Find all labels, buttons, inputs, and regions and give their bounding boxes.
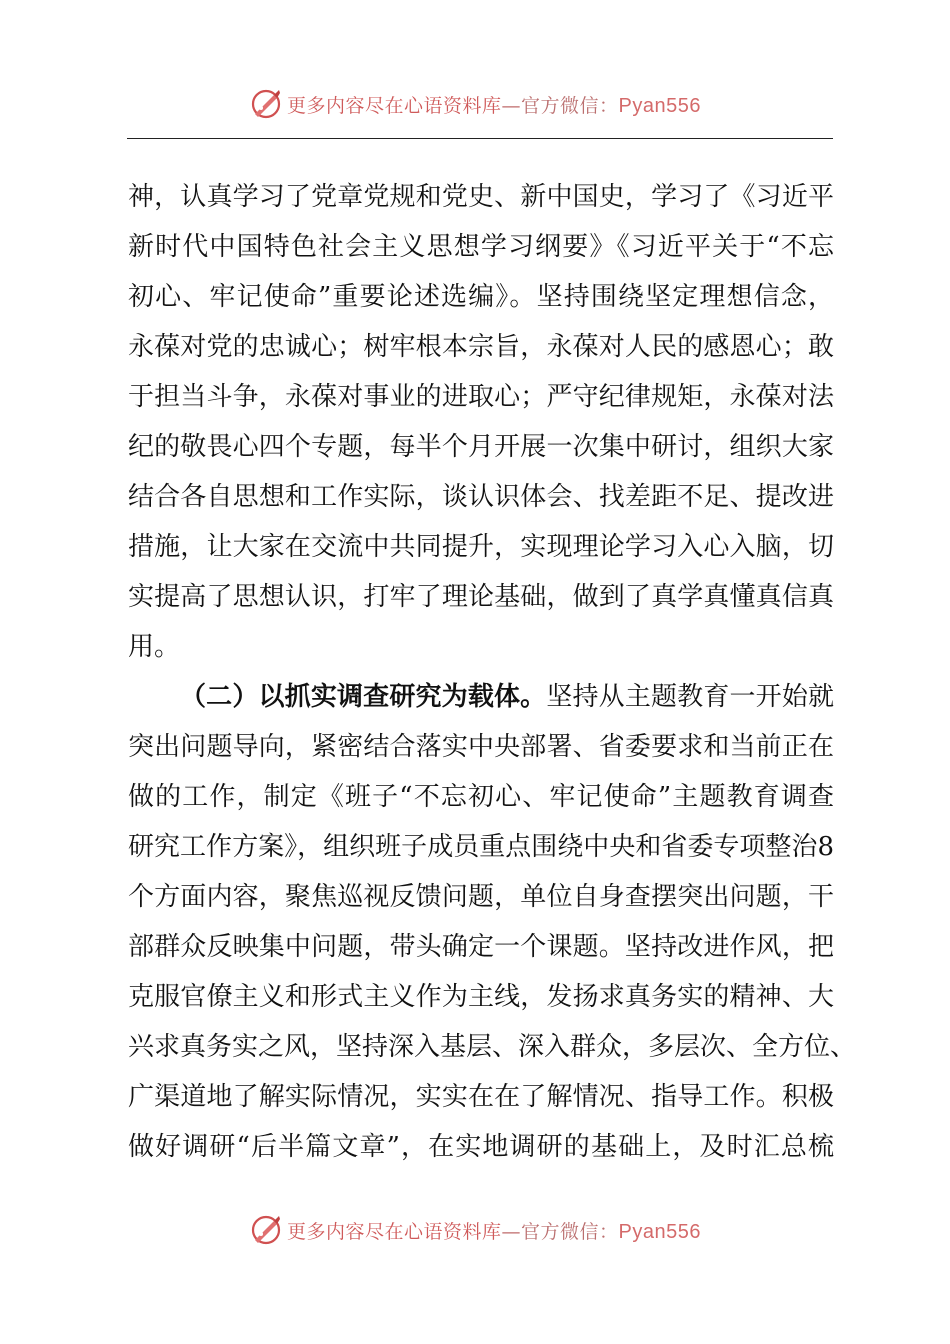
header-rule bbox=[127, 138, 833, 139]
pen-logo-icon bbox=[249, 87, 283, 121]
text-line: 永葆对党的忠诚心；树牢根本宗旨，永葆对人民的感恩心；敢 bbox=[128, 332, 834, 362]
text-line: 实提高了思想认识，打牢了理论基础，做到了真学真懂真信真 bbox=[128, 582, 834, 612]
footer-wechat-id: Pyan556 bbox=[618, 1220, 701, 1243]
text-line: 于担当斗争，永葆对事业的进取心；严守纪律规矩，永葆对法 bbox=[128, 382, 834, 412]
text-line: 纪的敬畏心四个专题，每半个月开展一次集中研讨，组织大家 bbox=[128, 432, 834, 462]
footer-brand-text: 更多内容尽在心语资料库 bbox=[287, 1220, 502, 1243]
text-line: 广渠道地了解实际情况，实实在在了解情况、指导工作。积极 bbox=[128, 1082, 834, 1112]
header-wechat-id: Pyan556 bbox=[618, 94, 701, 117]
text-run: 坚持从主题教育一开始就 bbox=[546, 682, 834, 712]
header-banner bbox=[0, 84, 950, 124]
header-brand bbox=[287, 91, 701, 118]
header-wechat-label: 官方微信： bbox=[521, 94, 619, 117]
pen-logo-icon bbox=[249, 1213, 283, 1247]
text-line: 部群众反映集中问题，带头确定一个课题。坚持改进作风，把 bbox=[128, 932, 834, 962]
paragraph-1 bbox=[128, 172, 834, 672]
text-line: 做的工作，制定《班子“不忘初心、牢记使命”主题教育调查 bbox=[128, 782, 834, 812]
header-brand-text: 更多内容尽在心语资料库 bbox=[287, 94, 502, 117]
text-line: 兴求真务实之风，坚持深入基层、深入群众，多层次、全方位、 bbox=[128, 1032, 857, 1062]
header-separator: — bbox=[501, 94, 522, 117]
section-heading: （二）以抓实调查研究为载体。 bbox=[180, 682, 547, 712]
text-line: 神，认真学习了党章党规和党史、新中国史，学习了《习近平 bbox=[128, 182, 834, 212]
text-line: 克服官僚主义和形式主义作为主线，发扬求真务实的精神、大 bbox=[128, 982, 834, 1012]
paragraph-2-first-line bbox=[128, 672, 834, 722]
text-line: 做好调研“后半篇文章”，在实地调研的基础上，及时汇总梳 bbox=[128, 1132, 834, 1162]
text-line: 措施，让大家在交流中共同提升，实现理论学习入心入脑，切 bbox=[128, 532, 834, 562]
text-line: 用。 bbox=[128, 632, 181, 662]
footer-separator: — bbox=[501, 1220, 522, 1243]
footer-banner bbox=[0, 1210, 950, 1250]
text-line: 初心、牢记使命”重要论述选编》。坚持围绕坚定理想信念， bbox=[128, 282, 834, 312]
footer-brand bbox=[287, 1217, 701, 1244]
footer-wechat-label: 官方微信： bbox=[521, 1220, 619, 1243]
document-body bbox=[128, 172, 857, 1172]
text-line: 新时代中国特色社会主义思想学习纲要》《习近平关于“不忘 bbox=[128, 232, 834, 262]
text-line: 突出问题导向，紧密结合落实中央部署、省委要求和当前正在 bbox=[128, 732, 834, 762]
text-line: 个方面内容，聚焦巡视反馈问题，单位自身查摆突出问题，干 bbox=[128, 882, 834, 912]
text-line: 结合各自思想和工作实际，谈认识体会、找差距不足、提改进 bbox=[128, 482, 834, 512]
paragraph-2 bbox=[128, 672, 857, 1172]
text-line: 研究工作方案》，组织班子成员重点围绕中央和省委专项整治8 bbox=[128, 832, 834, 862]
